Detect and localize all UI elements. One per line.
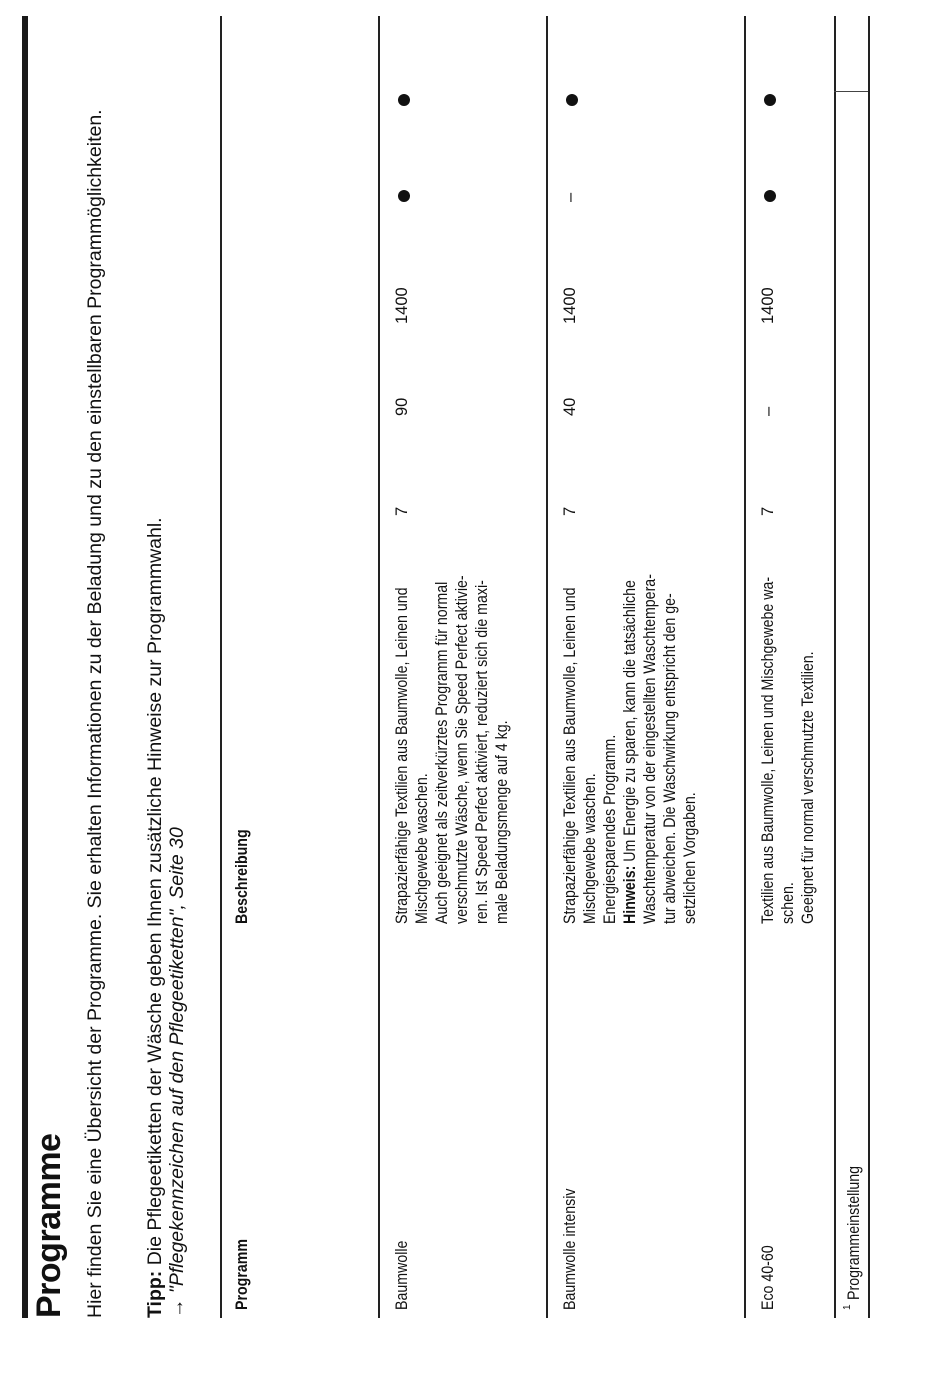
row1-option1-dot <box>398 190 410 202</box>
row1-program: Baumwolle <box>393 1240 411 1310</box>
footnote-divider <box>834 91 870 92</box>
row-separator <box>378 16 380 1318</box>
table-top-rule <box>220 16 222 1318</box>
row-separator <box>546 16 548 1318</box>
row2-option1-dash: – <box>561 192 579 202</box>
arrow-icon: → <box>166 1298 188 1318</box>
footnote <box>840 1144 864 1310</box>
footnote-rule <box>868 16 870 1318</box>
row1-load: 7 <box>393 506 411 516</box>
row2-temp: 40 <box>561 397 579 416</box>
row1-description: Strapazierfähige Textilien aus Baumwolle, Leinen und Mischgewebe waschen. Auch geeignet als zeitverkürztes Programm für normal verschmutzte Wäsche, wenn Sie Speed Perfect aktivie- ren. Ist Speed Perfect aktiviert, reduziert sich die maxi- male Beladungsmenge auf 4 kg. <box>393 575 511 924</box>
page-title: Programme <box>30 1133 68 1318</box>
row3-description: Textilien aus Baumwolle, Leinen und Mischgewebe wa- schen. Geeignet für normal verschmutzte Textilien. <box>759 576 817 924</box>
intro-paragraph: Hier finden Sie eine Übersicht der Programme. Sie erhalten Informationen zu der Beladung und zu den einstellbaren Programmöglichkeiten. <box>84 109 106 1318</box>
row2-load: 7 <box>561 506 579 516</box>
footnote-marker: 1 <box>842 1304 853 1310</box>
row1-temp: 90 <box>393 397 411 416</box>
row-separator <box>744 16 746 1318</box>
section-bar <box>22 16 28 1318</box>
row3-load: 7 <box>759 506 777 516</box>
hint-label: Hinweis: <box>621 865 639 924</box>
row3-spin: 1400 <box>759 287 777 324</box>
row2-description: Strapazierfähige Textilien aus Baumwolle, Leinen und Mischgewebe waschen. Energiesparendes Programm. Hinweis: Um Energie zu sparen, kann die tatsächliche Waschtemperatur von der eingestellten Waschtempera- tur abweichen. Die Waschwirkung entspricht den ge- setzlichen Vorgaben. <box>561 574 699 924</box>
row2-option2-dot <box>566 94 578 106</box>
row3-option2-dot <box>764 94 776 106</box>
row3-option1-dot <box>764 190 776 202</box>
tip-label: Tipp: <box>144 1270 166 1318</box>
row1-spin: 1400 <box>393 287 411 324</box>
row1-option2-dot <box>398 94 410 106</box>
tip-reference-link[interactable]: "Pflegekennzeichen auf den Pflegeetiketten", Seite 30 <box>166 827 188 1294</box>
row3-temp: – <box>759 406 777 416</box>
tip-paragraph <box>144 23 188 1318</box>
table-bottom-rule <box>834 16 836 1318</box>
tip-text: Die Pflegeetiketten der Wäsche geben Ihnen zusätzliche Hinweise zur Programmwahl. <box>144 517 166 1271</box>
row2-spin: 1400 <box>561 287 579 324</box>
footnote-text: Programmeinstellung <box>844 1165 863 1300</box>
row2-program: Baumwolle intensiv <box>561 1188 579 1310</box>
header-program: Programm <box>233 1239 251 1310</box>
row3-program: Eco 40-60 <box>759 1245 777 1310</box>
header-description: Beschreibung <box>233 829 251 924</box>
